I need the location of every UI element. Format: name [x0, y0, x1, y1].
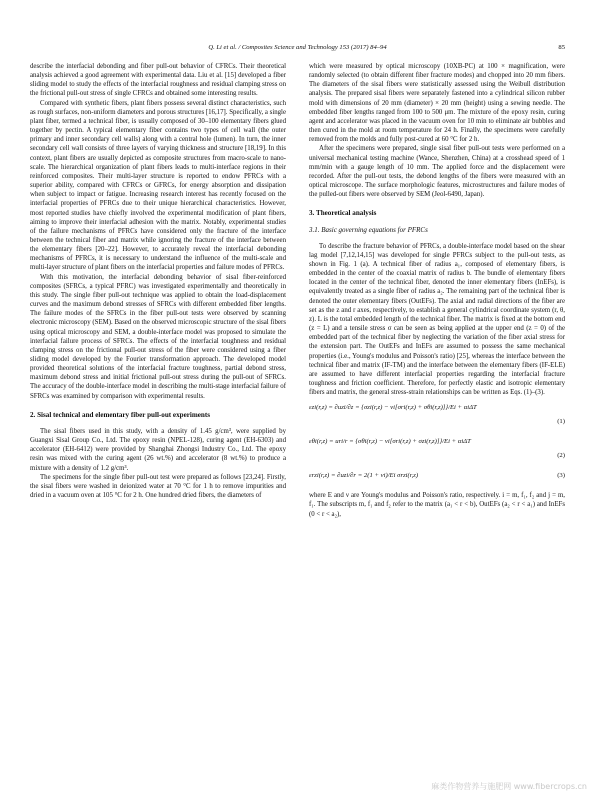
paragraph: With this motivation, the interfacial debonding behavior of sisal fiber-reinforced composites (SFRCs, a typical PFRC) was investigated experimentally and theoretically in this study. The single fiber pull-out technique was applied to obtain the load-displacement curves and the maximum debond stresses of SFRCs with different embedded fiber lengths. The failure modes of the SFRCs in the fiber pull-out tests were observed by scanning electronic microscopy (SEM). Based on the observed microscopic structure of the sisal fibers using optical microscopy and SEM, a double-interface model was proposed to simulate the interfacial failure process of SFRCs. The effects of the interfacial toughness and residual clamping stress on the frictional pull-out stress of the fiber were considered using a fiber sliding model developed by the Fourier transformation approach. The developed model provided theoretical solutions of the interfacial fracture toughness, partial debond stress, maximum debond stress and initial frictional pull-out stress during the pull-out of SFRCs. The accuracy of the double-interface model in describing the multi-stage interfacial failure of SFRCs was examined by comparison with experimental results.: [30, 273, 286, 400]
section-heading: 2. Sisal technical and elementary fiber pull-out experiments: [30, 410, 210, 419]
paragraph: To describe the fracture behavior of PFRCs, a double-interface model based on the shear lag model [7,12,14,15] was developed for single PFRCs subject to the pull-out tests, as shown in Fig. 1 (a). A technical fiber of radius a₁, composed of elementary fibers, is embedded in the center of the coaxial matrix of radius b. The bundle of elementary fibers located in the center of the technical fiber, denoted the inner elementary fibers (InEFs), is equivalently treated as a single fiber of radius a₂. The remaining part of the technical fiber is denoted the outer elementary fibers (OutEFs). The axial and radial directions of the fiber are set as the z and r axes, respectively, to establish a general cylindrical coordinate system (r, θ, z). L is the total embedded length of the technical fiber. The matrix is fixed at the bottom end (z = L) and a tensile stress σ can be seen as being applied at the upper end (z = 0) of the embedded part of the technical fiber by neglecting the variation of the fiber axial stress for the extension part. The OutEFs and InEFs are assumed to possess the same mechanical properties (i.e., Young's modulus and Poisson's ratio) [25], whereas the interface between the technical fiber and matrix (IF-TM) and the interface between the elementary fibers (IF-ELE) are assumed to have different interfacial properties regarding the interfacial fracture toughness and friction coefficient. Therefore, for perfectly elastic and isotropic elementary fibers and matrix, the general stress-strain relationships can be written as Eqs. (1)–(3).: [309, 242, 565, 397]
paragraph: The specimens for the single fiber pull-out test were prepared as follows [23,24]. Firstly, the sisal fibers were washed in deionized water at 70 °C for 1 h to remove impurities and dried in a vacuum oven at 105 °C for 2 h. One hundred dried fibers, the diameters of: [30, 473, 286, 500]
page-number: 85: [558, 44, 565, 51]
subsection-heading: 3.1. Basic governing equations for PFRCs: [309, 225, 428, 234]
equation-body: εθi(r,z) = uri/r = {σθi(r,z) − νi[σri(r,z) + σzi(r,z)]}/Ei + αiΔT: [309, 438, 471, 446]
running-title: Q. Li et al. / Composites Science and Technology 153 (2017) 84–94: [208, 44, 387, 51]
equation-number: (2): [557, 452, 565, 460]
equation-2: [309, 437, 565, 465]
equation-1: [309, 403, 565, 431]
paragraph: which were measured by optical microscopy (10XB-PC) at 100 × magnification, were randomly selected (to obtain different fiber fracture modes) and chopped into 20 mm fibers. The diameters of the sisal fibers were statistically assessed using the Weibull distribution analysis. The prepared sisal fibers were separately fastened into a cylindrical silicon rubber mold with dimensions of 20 mm (diameter) × 20 mm (height) using a sewing needle. The embedded fiber lengths ranged from 100 to 500 μm. The mixture of the epoxy resin, curing agent and accelerator was placed in the vacuum oven for 10 min to eliminate air bubbles and then cured in the mold at room temperature for 24 h. Finally, the specimens were carefully removed from the molds and fully post-cured at 60 °C for 2 h.: [309, 63, 565, 144]
paragraph: describe the interfacial debonding and fiber pull-out behavior of CFRCs. Their theoretical analysis achieved a good agreement with experimental data. Liu et al. [15] developed a fiber sliding model to study the effects of the interfacial roughness and residual clamping stress on the frictional pull-out stress of single CFRCs and obtained some interesting results.: [30, 63, 286, 98]
equation-3: [309, 471, 565, 485]
equation-number: (3): [557, 472, 565, 480]
paragraph: After the specimens were prepared, single sisal fiber pull-out tests were performed on a universal mechanical testing machine (Wance, Shenzhen, China) at a crosshead speed of 1 mm/min with a gauge length of 10 mm. The applied force and the displacement were recorded. After the pull-out tests, the debond lengths of the fibers were measured with an optical microscope. The surface morphologic features, microstructures and failure modes of the pulled-out fibers were observed by SEM (Jeol-6490, Japan).: [309, 145, 565, 199]
paragraph: where E and ν are Young's modulus and Poisson's ratio, respectively. i = m, f₁, f₂ and j = m, f₁. The subscripts m, f₁ and f₂ refer to the matrix (a₁ < r < b), OutEFs (a₂ < r < a₁) and InEFs (0 < r < a₂),: [309, 492, 565, 518]
equation-body: εrzi(r,z) = ∂uzi/∂r = 2(1 + νi)/Ei σrzi(r,z): [309, 472, 419, 480]
section-heading: 3. Theoretical analysis: [309, 209, 377, 218]
running-header: [30, 44, 565, 56]
left-column: [30, 62, 286, 500]
paragraph: Compared with synthetic fibers, plant fibers possess several distinct characteristics, such as rough surfaces, non-uniform diameters and porous structures [16,17]. Specifically, a single plant fiber, termed a technical fiber, is usually composed of 30–100 elementary fibers glued together by pectin. A typical elementary fiber contains two types of cell wall (the outer primary and inner secondary cell walls) along with a central hole (lumen). In turn, the inner secondary cell wall consists of three layers of varying thickness and structure [18,19]. In this context, plant fibers are usually depicted as composite structures from macro-scale to nano-scale. The hierarchical organization of plant fibers leads to multi-interface regions in their reinforced composites. Their multi-layer structure is reported to endow PFRCs with a superior ability, compared with CFRCs or GFRCs, for energy absorption and dissipation when subject to impact or fatigue. Increasing research interest has recently focused on the interfacial properties of PFRCs due to their unique hierarchical characteristics. However, most reported studies have chiefly involved the experimental modification of plant fibers, aiming to improve their interfacial adhesion with the matrix. Notably, experimental studies of the failure mechanisms of PFRCs have considered only the fracture of the interface between the technical fiber and matrix while ignoring the fracture of the interface between the elementary fibers [20–22]. However, to accurately reveal the interfacial debonding mechanisms of PFRCs, it is necessary to understand the influence of the multi-scale and multi-layer structure of plant fibers on the interfacial properties and failure modes of PFRCs.: [30, 99, 286, 272]
equation-body: εzi(r,z) = ∂uzi/∂z = {σzi(r,z) − νi[σri(r,z) + σθi(r,z)]}/Ei + αiΔT: [309, 404, 477, 412]
equation-number: (1): [557, 418, 565, 426]
paragraph: The sisal fibers used in this study, with a density of 1.45 g/cm³, were supplied by Guangxi Sisal Group Co., Ltd. The epoxy resin (NPEL-128), curing agent (EH-6303) and accelerator (EH-6412) were provided by Shanghai Zhongsi Industry Co., Ltd. The epoxy resin was mixed with the curing agent (26 wt.%) and accelerator (8 wt.%) to produce a mixture with a density of 1.2 g/cm³.: [30, 427, 286, 472]
watermark: 麻类作物营养与施肥网 www.fibercrops.cn: [431, 782, 587, 791]
right-column: [309, 62, 565, 519]
